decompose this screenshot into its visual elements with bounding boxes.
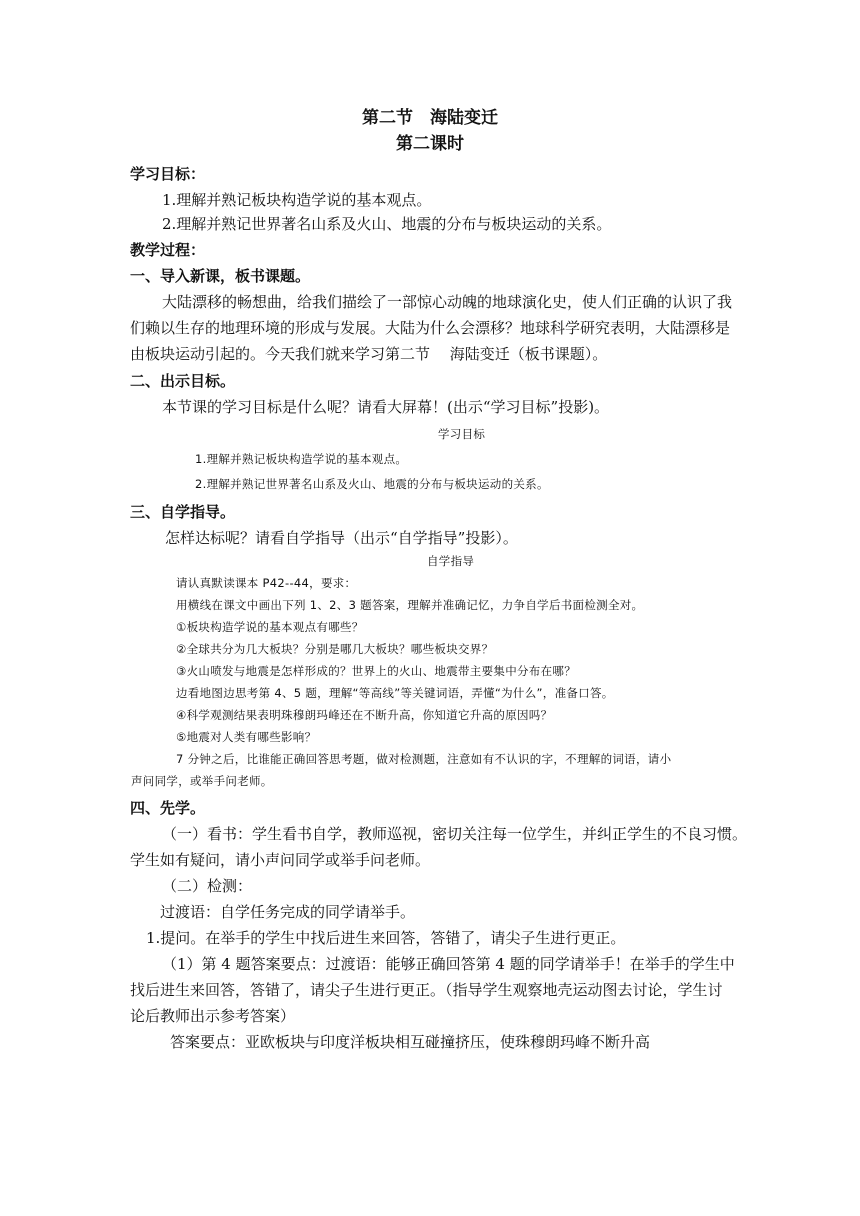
paragraph-line: （二）检测： <box>162 877 253 895</box>
projection-title: 自学指导 <box>427 554 475 568</box>
goal-item: 1.理解并熟记板块构造学说的基本观点。 <box>162 191 432 209</box>
paragraph-line: 答案要点：亚欧板块与印度洋板块相互碰撞挤压，使珠穆朗玛峰不断升高 <box>170 1033 651 1051</box>
projection-line: ⑤地震对人类有哪些影响？ <box>176 730 317 744</box>
projection-line: ④科学观测结果表明珠穆朗玛峰还在不断升高，你知道它升高的原因吗？ <box>176 708 553 722</box>
paragraph-line: 本节课的学习目标是什么呢？请看大屏幕！(出示“学习目标”投影)。 <box>162 398 610 416</box>
page-title: 第二节 海陆变迁 <box>362 108 498 128</box>
goals-heading: 学习目标： <box>130 165 206 183</box>
page-subtitle: 第二课时 <box>396 134 464 154</box>
paragraph-line: 由板块运动引起的。今天我们就来学习第二节 海陆变迁（板书课题）。 <box>130 345 608 363</box>
paragraph-line: 大陆漂移的畅想曲，给我们描绘了一部惊心动魄的地球演化史，使人们正确的认识了我 <box>162 293 733 311</box>
process-heading: 教学过程： <box>130 241 206 259</box>
projection-line: 用横线在课文中画出下列 1、2、3 题答案，理解并准确记忆，力争自学后书面检测全对。 <box>176 598 644 612</box>
goal-item: 2.理解并熟记世界著名山系及火山、地震的分布与板块运动的关系。 <box>162 215 612 233</box>
section-heading: 三、自学指导。 <box>130 503 236 521</box>
projection-title: 学习目标 <box>438 427 486 441</box>
projection-line: 边看地图边思考第 4、5 题，理解“等高线”等关键词语，弄懂“为什么”，准备口答。 <box>176 686 614 700</box>
paragraph-line: 过渡语：自学任务完成的同学请举手。 <box>160 903 416 921</box>
paragraph-line: 怎样达标呢？请看自学指导（出示“自学指导”投影）。 <box>165 529 518 547</box>
section-heading: 一、导入新课，板书课题。 <box>130 267 311 285</box>
projection-line: 2.理解并熟记世界著名山系及火山、地震的分布与板块运动的关系。 <box>195 477 549 491</box>
projection-line: 7 分钟之后，比谁能正确回答思考题，做对检测题，注意如有不认识的字，不理解的词语，请小 <box>176 752 672 766</box>
paragraph-line: 论后教师出示参考答案） <box>130 1007 296 1025</box>
paragraph-line: （1）第 4 题答案要点：过渡语：能够正确回答第 4 题的同学请举手！在举手的学生中 <box>162 955 735 973</box>
projection-line: ①板块构造学说的基本观点有哪些？ <box>176 620 364 634</box>
projection-line: 声问同学，或举手问老师。 <box>131 774 273 788</box>
section-heading: 四、先学。 <box>130 799 206 817</box>
projection-line: ③火山喷发与地震是怎样形成的？世界上的火山、地震带主要集中分布在哪？ <box>176 664 577 678</box>
paragraph-line: 1.提问。在举手的学生中找后进生来回答，答错了，请尖子生进行更正。 <box>146 929 626 947</box>
projection-line: ②全球共分为几大板块？分别是哪几大板块？哪些板块交界？ <box>176 642 494 656</box>
paragraph-line: 们赖以生存的地理环境的形成与发展。大陆为什么会漂移？地球科学研究表明，大陆漂移是 <box>130 319 731 337</box>
projection-line: 请认真默读课本 P42--44，要求： <box>176 576 357 590</box>
section-heading: 二、出示目标。 <box>130 372 236 390</box>
paragraph-line: （一）看书：学生看书自学，教师巡视，密切关注每一位学生，并纠正学生的不良习惯。 <box>162 825 748 843</box>
paragraph-line: 找后进生来回答，答错了，请尖子生进行更正。（指导学生观察地壳运动图去讨论，学生讨 <box>130 981 723 999</box>
projection-line: 1.理解并熟记板块构造学说的基本观点。 <box>195 452 408 466</box>
paragraph-line: 学生如有疑问，请小声问同学或举手问老师。 <box>130 851 431 869</box>
